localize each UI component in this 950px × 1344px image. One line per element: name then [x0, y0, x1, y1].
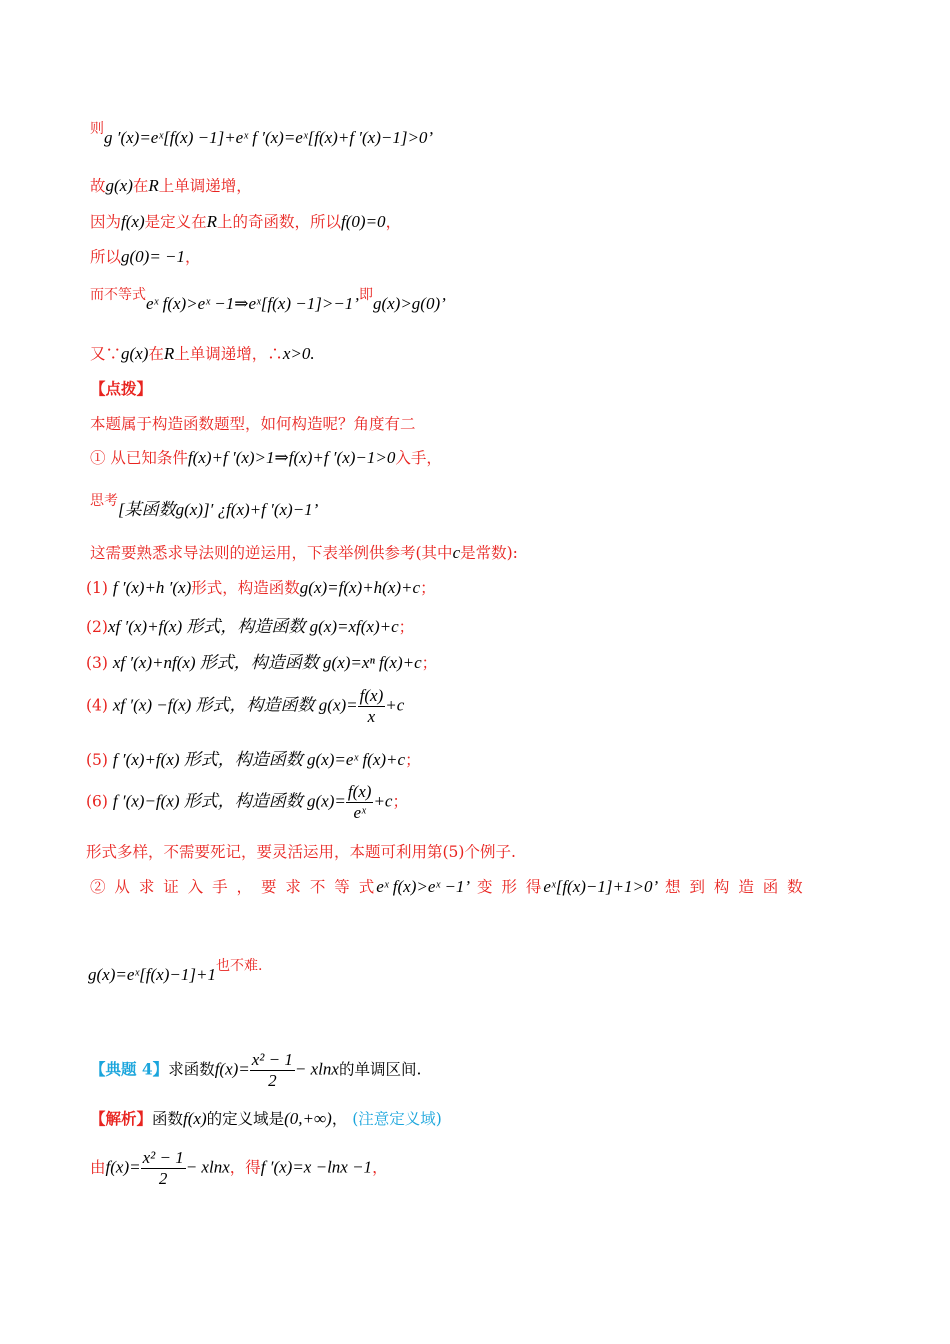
text-segment: 上单调递增，∴: [174, 345, 283, 363]
math-expression: f(x)+f ′(x)>1⇒f(x)+f ′(x)−1>0: [187, 448, 396, 467]
text-line: [86, 576, 436, 598]
text-line: [90, 1050, 421, 1091]
text-segment: 上单调递增，: [158, 177, 252, 195]
text-segment: 形式，构造函数: [191, 579, 300, 597]
fraction-numerator: x² − 1: [251, 1050, 293, 1069]
text-segment: 的定义域是: [206, 1110, 285, 1128]
fraction: [358, 686, 386, 727]
math-expression: g(x)=f(x)+h(x)+c: [299, 578, 421, 597]
text-segment: 这需要熟悉求导法则的逆运用，下表举例供参考(其中: [90, 544, 453, 562]
math-expression: f ′(x)−f(x) 形式，构造函数 g(x)=: [112, 791, 346, 811]
text-segment: (6): [86, 792, 113, 811]
fraction-numerator: x² − 1: [142, 1148, 184, 1167]
fraction-numerator: f(x): [347, 782, 372, 801]
text-segment: 入手，: [395, 449, 442, 467]
math-expression: g ′(x)=eˣ[f(x) −1]+eˣ f ′(x)=eˣ[f(x)+f ′(x)−1]>0’: [104, 128, 434, 147]
math-expression: R: [148, 176, 159, 195]
text-segment: 故: [90, 177, 106, 195]
fraction: [141, 1148, 186, 1189]
math-expression: g(x)=eˣ[f(x)−1]+1: [88, 965, 216, 984]
text-segment: (2): [86, 618, 108, 636]
text-line: [90, 245, 201, 267]
text-line: [86, 745, 421, 770]
text-line: [86, 648, 437, 673]
math-expression: f(0)=0: [341, 212, 386, 231]
text-segment: (4): [86, 696, 113, 715]
text-segment: (5): [86, 751, 113, 769]
text-segment: 而不等式: [90, 287, 146, 303]
text-line: [90, 875, 805, 897]
text-segment: ；: [398, 618, 415, 636]
math-expression: − xlnx: [294, 1059, 339, 1079]
math-expression: f ′(x)+h ′(x): [112, 578, 192, 597]
text-line: [90, 174, 252, 196]
fraction: [250, 1050, 295, 1091]
math-expression: g(x): [121, 344, 149, 363]
math-expression: f(x)=: [214, 1059, 250, 1079]
text-segment: 本题属于构造函数题型，如何构造呢？角度有二: [90, 415, 416, 433]
text-segment: 是定义在: [144, 213, 207, 231]
text-segment: 【点拨】: [90, 379, 153, 398]
text-segment: ② 从 求 证 入 手 ， 要 求 不 等 式: [90, 878, 377, 896]
text-segment: 所以: [90, 248, 122, 266]
math-expression: f(x): [121, 212, 145, 231]
math-expression: c: [452, 543, 461, 562]
math-expression: +c: [385, 695, 405, 715]
math-expression: − xlnx: [185, 1157, 230, 1177]
math-expression: xf ′(x) −f(x) 形式，构造函数 g(x)=: [112, 695, 358, 715]
fraction-denominator: 2: [268, 1071, 277, 1090]
math-expression: (0,+∞): [284, 1109, 332, 1128]
text-segment: 上的奇函数，所以: [217, 213, 342, 231]
text-segment: ，得: [229, 1158, 261, 1177]
math-expression: eˣ[f(x)−1]+1>0’: [543, 877, 659, 896]
text-segment: 的单调区间.: [338, 1060, 422, 1079]
text-line: [86, 840, 516, 862]
text-segment: 形式多样，不需要死记，要灵活运用，本题可利用第(5)个例子.: [86, 843, 516, 861]
text-segment: 由: [90, 1158, 106, 1177]
math-expression: g(x)>g(0)’: [372, 294, 446, 313]
math-expression: eˣ f(x)>eˣ −1⇒eˣ[f(x) −1]>−1’: [146, 294, 359, 313]
text-segment: ，: [331, 1110, 353, 1128]
math-expression: R: [206, 212, 218, 231]
text-segment: ；: [392, 792, 408, 811]
math-expression: R: [163, 344, 175, 363]
math-expression: g(x): [105, 176, 133, 195]
text-segment: 【解析】: [90, 1109, 153, 1128]
text-segment: 因为: [90, 213, 122, 231]
text-segment: 【典题 4】: [90, 1059, 169, 1079]
math-expression: f ′(x)=x −lnx −1: [260, 1157, 373, 1177]
text-segment: ，: [372, 1158, 388, 1177]
text-segment: 也不难.: [215, 958, 263, 974]
text-segment: 又∵: [90, 345, 122, 363]
math-expression: xf ′(x)+f(x) 形式，构造函数 g(x)=xf(x)+c: [107, 617, 399, 636]
text-segment: 即: [358, 287, 373, 303]
text-segment: ，: [185, 248, 201, 266]
fraction: [346, 782, 374, 823]
text-line: [90, 541, 518, 563]
math-expression: +c: [373, 791, 393, 811]
fraction-numerator: f(x): [359, 686, 384, 705]
math-expression: eˣ f(x)>eˣ −1’: [376, 877, 471, 896]
text-line: [90, 284, 446, 314]
text-line: [90, 342, 315, 364]
text-segment: 想 到 构 造 函 数: [658, 878, 805, 896]
text-segment: ；: [405, 751, 421, 769]
text-segment: 变 形 得: [470, 878, 544, 896]
math-expression: x>0.: [282, 344, 315, 363]
text-segment: ；: [420, 579, 436, 597]
text-segment: (注意定义域): [352, 1110, 442, 1128]
text-segment: 思考: [90, 493, 118, 509]
text-line: [90, 1148, 388, 1189]
text-line: [90, 412, 416, 434]
text-segment: 是常数):: [460, 544, 518, 562]
math-expression: f(x)=: [105, 1157, 141, 1177]
text-segment: ① 从已知条件: [90, 449, 188, 467]
text-segment: 在: [148, 345, 164, 363]
text-segment: (1): [86, 579, 113, 597]
text-line: [90, 118, 433, 148]
text-line: [86, 686, 404, 727]
math-expression: [某函数g(x)]′ ¿f(x)+f ′(x)−1’: [118, 500, 319, 519]
text-line: [90, 377, 152, 399]
fraction-denominator: 2: [158, 1169, 168, 1188]
text-segment: ，: [385, 213, 402, 231]
math-expression: g(0)= −1: [121, 247, 186, 266]
text-segment: ；: [421, 654, 438, 672]
text-segment: (3): [86, 654, 113, 672]
text-segment: 函数: [152, 1110, 184, 1128]
text-line: [86, 612, 414, 637]
text-line: [88, 955, 262, 985]
text-segment: 求函数: [168, 1060, 215, 1079]
text-line: [90, 1107, 442, 1129]
math-expression: f(x): [183, 1109, 207, 1128]
text-line: [90, 446, 442, 468]
text-line: [90, 490, 318, 520]
text-line: [86, 782, 408, 823]
math-expression: f ′(x)+f(x) 形式，构造函数 g(x)=eˣ f(x)+c: [112, 750, 406, 769]
text-segment: 则: [90, 121, 104, 137]
math-expression: xf ′(x)+nf(x) 形式，构造函数 g(x)=xⁿ f(x)+c: [112, 653, 422, 672]
fraction-denominator: x: [367, 707, 376, 726]
text-segment: 在: [132, 177, 149, 195]
fraction-denominator: eˣ: [353, 803, 366, 822]
text-line: [90, 210, 401, 232]
